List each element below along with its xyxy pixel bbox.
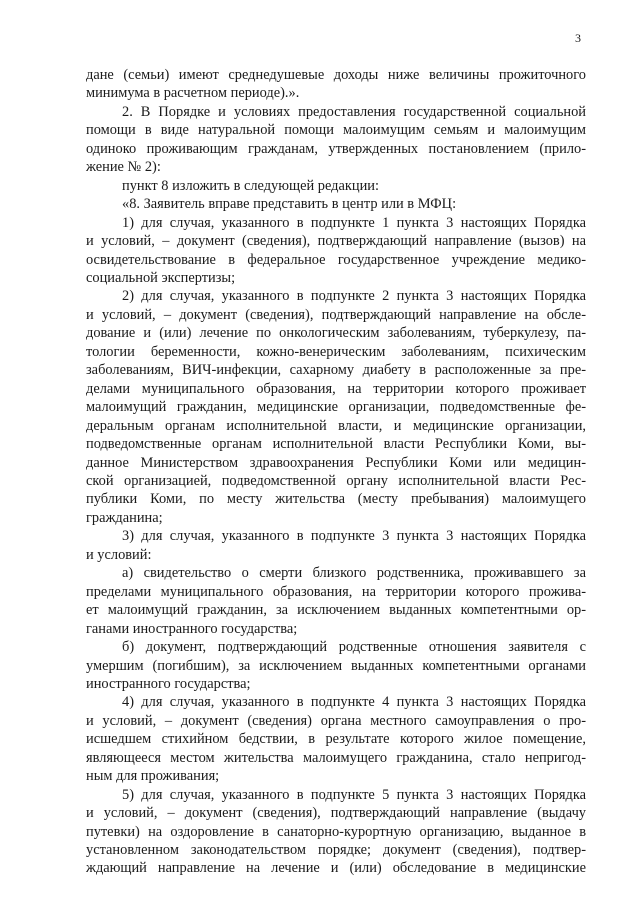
text-line: путевки) на оздоровление в санаторно-курортную организацию, выданное в [86,823,586,840]
paragraph [86,564,586,638]
text-line: 2. В Порядке и условиях предоставления государственной социальной [122,103,586,120]
document-body [86,66,586,878]
text-line: умершим (погибшим), за исключением выданных компетентными органами [86,657,586,674]
text-line: одиноко проживающим гражданам, утвержденных постановлением (прило- [86,140,586,157]
text-line: 5) для случая, указанного в подпункте 5 пункта 3 настоящих Порядка [122,786,586,803]
text-line: «8. Заявитель вправе представить в центр или в МФЦ: [122,196,457,213]
text-line: пределами муниципального образования, на территории которого прожива- [86,583,586,600]
text-line: и условий: [86,546,152,563]
text-line: и условий, – документ (сведения), подтверждающий направление (вызов) на [86,233,586,250]
paragraph [86,527,586,564]
text-line: минимума в расчетном периоде).». [86,85,300,102]
text-line: являющееся местом жительства малоимущего гражданина, стало непригод- [86,749,586,766]
text-line: 4) для случая, указанного в подпункте 4 пункта 3 настоящих Порядка [122,694,586,711]
text-line: социальной экспертизы; [86,269,236,286]
text-line: б) документ, подтверждающий родственные отношения заявителя с [122,639,586,656]
text-line: дование и (или) лечение по онкологическим заболеваниям, туберкулезу, па- [86,325,586,342]
text-line: деральным органам исполнительной власти, и медицинские организации, [86,417,586,434]
text-line: иностранного государства; [86,675,251,692]
text-line: 2) для случая, указанного в подпункте 2 пункта 3 настоящих Порядка [122,288,586,305]
paragraph [86,638,586,693]
text-line: дане (семьи) имеют среднедушевые доходы ниже величины прожиточного [86,67,586,83]
paragraph [86,693,586,785]
text-line: исшедшем стихийном бедствии, в результате которого жилое помещение, [86,731,586,748]
text-line: жение № 2): [86,159,161,176]
paragraph [86,287,586,527]
text-line: ждающий направление на лечение и (или) обследование в медицинские [86,860,586,877]
paragraph [86,786,586,878]
text-line: ганами иностранного государства; [86,620,298,637]
text-line: малоимущий гражданин, медицинские организации, подведомственные фе- [86,399,586,416]
text-line: делами муниципального образования, на территории которого проживает [86,380,586,397]
text-line: а) свидетельство о смерти близкого родственника, проживавшего за [122,565,586,582]
text-line: 1) для случая, указанного в подпункте 1 пункта 3 настоящих Порядка [122,214,586,231]
paragraph [86,103,586,177]
text-line: и условий, – документ (сведения), подтверждающий направление (выдачу [86,805,586,822]
text-line: и условий, – документ (сведения) органа местного самоуправления о про- [86,712,586,729]
paragraph [86,177,586,195]
text-line: ской организацией, подведомственной органу исполнительной власти Рес- [86,472,586,489]
paragraph [86,214,586,288]
page-number: 3 [575,31,581,45]
text-line: установленном законодательством порядке; документ (сведения), подтвер- [86,842,586,859]
text-line: гражданина; [86,509,163,526]
text-line: и условий, – документ (сведения), подтверждающий направление на обсле- [86,306,586,323]
text-line: публики Коми, по месту жительства (месту пребывания) малоимущего [86,491,586,508]
text-line: заболеваниям, ВИЧ-инфекции, сахарному диабету в расположенные за пре- [86,362,586,379]
text-line: тологии беременности, кожно-венерическим заболеваниям, психическим [86,343,586,360]
paragraph [86,195,586,213]
text-line: данное Министерством здравоохранения Республики Коми или медицин- [86,454,586,471]
text-line: ет малоимущий гражданин, за исключением выданных компетентными ор- [86,602,586,619]
text-line: освидетельствование в федеральное государственное учреждение медико- [86,251,586,268]
text-line: помощи в виде натуральной помощи малоимущим семьям и малоимущим [86,122,586,139]
text-line: ным для проживания; [86,768,220,785]
text-line: 3) для случая, указанного в подпункте 3 пункта 3 настоящих Порядка [122,528,586,545]
text-line: подведомственные органам исполнительной власти Республики Коми, вы- [86,436,586,453]
paragraph [86,66,586,103]
text-line: пункт 8 изложить в следующей редакции: [122,177,379,194]
